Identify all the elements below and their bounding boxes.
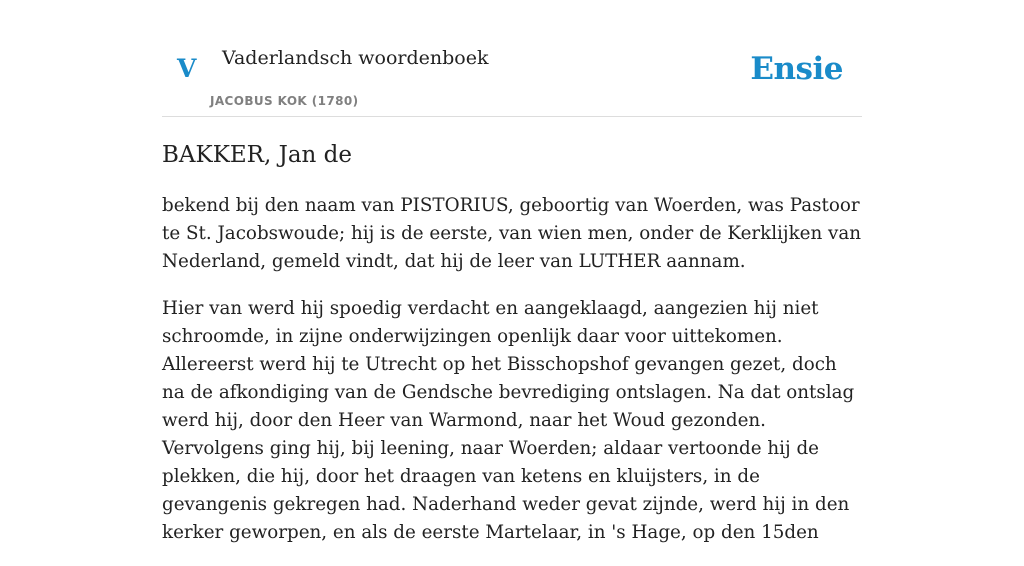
entry-paragraph-1: bekend bij den naam van PISTORIUS, geboortig van Woerden, was Pastoor te St. Jacobswoude; hij is de eerste, van wien men, onder de Kerklijken van Nederland, gemeld vindt, dat hij de leer van LUTHER aannam. [162,195,862,272]
entry-title: BAKKER, Jan de [162,142,352,168]
header [162,0,862,117]
brand-logo-link[interactable]: Ensie [750,51,843,87]
entry-paragraph-2: Hier van werd hij spoedig verdacht en aangeklaagd, aangezien hij niet schroomde, in zijne onderwijzingen openlijk daar voor uittekomen. Allereerst werd hij te Utrecht op het Bisschopshof gevangen gezet, doch na de afkondiging van de Gendsche bevrediging ontslagen. Na dat ontslag werd hij, door den Heer van Warmond, naar het Woud gezonden. Vervolgens ging hij, bij leening, naar Woerden; aldaar vertoonde hij de plekken, die hij, door het draagen van ketens en kluijsters, in de gevangenis gekregen had. Naderhand weder gevat zijnde, werd hij in den kerker geworpen, en als de eerste Martelaar, in 's Hage, op den 15den [162,298,855,543]
book-author: JACOBUS KOK (1780) [210,94,359,108]
book-title-link[interactable]: Vaderlandsch woordenboek [222,47,489,69]
book-letter-badge[interactable]: V [177,54,197,83]
entry-content [162,192,862,566]
